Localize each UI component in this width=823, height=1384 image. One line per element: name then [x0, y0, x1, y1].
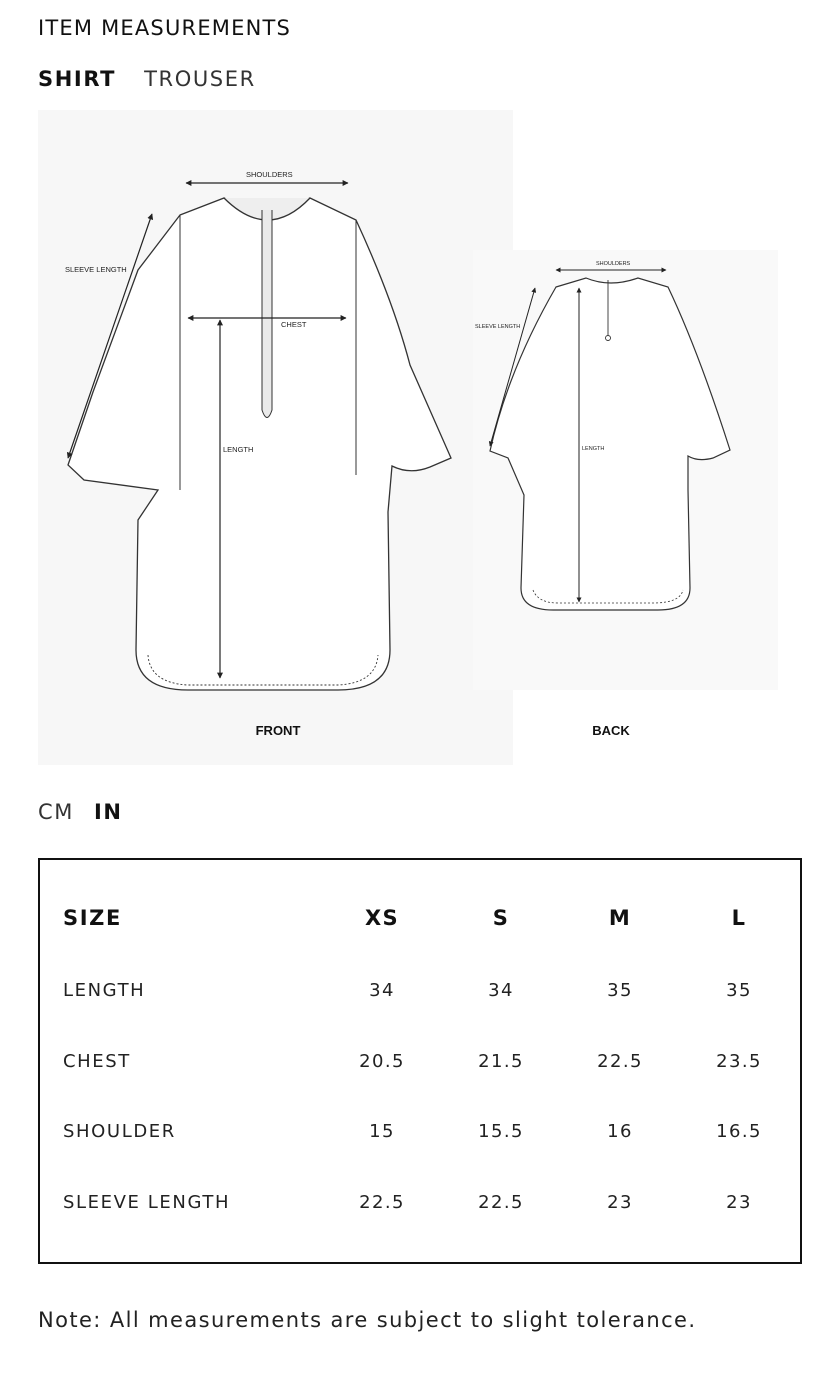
back-caption: BACK [592, 723, 630, 738]
size-m-header: M [608, 906, 632, 930]
unit-cm[interactable]: CM [38, 800, 74, 824]
table-cell: 15 [369, 1121, 395, 1142]
table-cell: 22.5 [478, 1192, 524, 1213]
tab-trouser[interactable]: TROUSER [144, 67, 256, 91]
size-xs-header: XS [364, 906, 400, 930]
table-row [40, 1047, 800, 1077]
row-label-sleeve-length: SLEEVE LENGTH [63, 1192, 231, 1213]
table-cell: 16.5 [716, 1121, 762, 1142]
row-label-shoulder: SHOULDER [63, 1121, 176, 1142]
table-cell: 34 [488, 980, 514, 1001]
back-sleeve-length-label: SLEEVE LENGTH [475, 324, 521, 330]
row-label-chest: CHEST [63, 1051, 131, 1072]
measurement-diagram [38, 110, 783, 770]
table-cell: 20.5 [359, 1051, 405, 1072]
size-header-label: SIZE [63, 906, 122, 930]
table-row [40, 1117, 800, 1147]
table-cell: 23.5 [716, 1051, 762, 1072]
garment-illustration [38, 110, 783, 770]
table-cell: 22.5 [359, 1192, 405, 1213]
length-label: LENGTH [223, 445, 254, 454]
page-title: ITEM MEASUREMENTS [38, 16, 292, 40]
tab-shirt[interactable]: SHIRT [38, 67, 117, 91]
back-length-label: LENGTH [582, 446, 605, 452]
size-l-header: L [731, 906, 747, 930]
table-cell: 15.5 [478, 1121, 524, 1142]
table-cell: 35 [726, 980, 752, 1001]
table-cell: 34 [369, 980, 395, 1001]
row-label-length: LENGTH [63, 980, 146, 1001]
table-cell: 21.5 [478, 1051, 524, 1072]
size-s-header: S [492, 906, 510, 930]
unit-in[interactable]: IN [93, 800, 123, 824]
tolerance-note: Note: All measurements are subject to slight tolerance. [38, 1308, 697, 1332]
table-row [40, 1188, 800, 1218]
table-cell: 23 [726, 1192, 752, 1213]
unit-toggle [38, 800, 123, 824]
back-shoulders-label: SHOULDERS [596, 261, 631, 267]
sleeve-length-label: SLEEVE LENGTH [65, 265, 127, 274]
shoulders-label: SHOULDERS [246, 170, 293, 179]
garment-tabs [38, 67, 256, 91]
chest-label: CHEST [281, 320, 307, 329]
table-cell: 22.5 [597, 1051, 643, 1072]
size-chart-table [38, 858, 802, 1264]
table-cell: 35 [607, 980, 633, 1001]
table-cell: 23 [607, 1192, 633, 1213]
table-cell: 16 [607, 1121, 633, 1142]
table-header-row [40, 903, 800, 933]
front-caption: FRONT [255, 723, 301, 738]
table-row [40, 976, 800, 1006]
